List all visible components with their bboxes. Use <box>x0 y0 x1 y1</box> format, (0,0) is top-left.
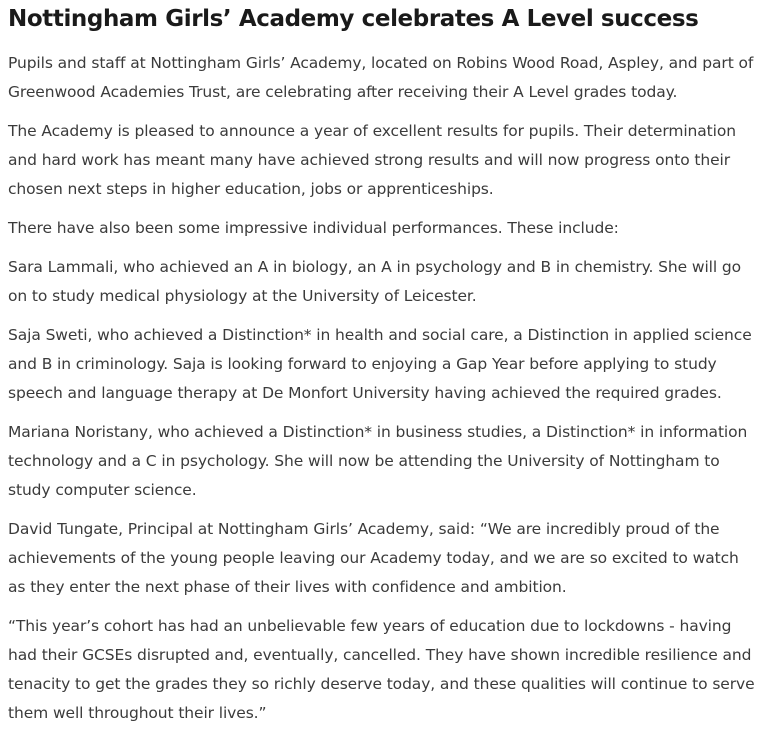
article <box>8 0 758 728</box>
paragraph-sara-lammali: Sara Lammali, who achieved an A in biology, an A in psychology and B in chemistry. She will go on to study medical physiology at the University of Leicester. <box>8 258 742 305</box>
paragraph-mariana-noristany: Mariana Noristany, who achieved a Distinction* in business studies, a Distinction* in information technology and a C in psychology. She will now be attending the University of Nottingham to study computer science. <box>8 423 748 499</box>
paragraph-principal-quote: David Tungate, Principal at Nottingham Girls’ Academy, said: “We are incredibly proud of the achievements of the young people leaving our Academy today, and we are so excited to watch as they enter the next phase of their lives with confidence and ambition. <box>8 520 739 596</box>
paragraph-results: The Academy is pleased to announce a year of excellent results for pupils. Their determination and hard work has meant many have achieved strong results and will now progress onto their chosen next steps in higher education, jobs or apprenticeships. <box>8 122 736 198</box>
paragraph-cohort-quote: “This year’s cohort has had an unbelievable few years of education due to lockdowns - having had their GCSEs disrupted and, eventually, cancelled. They have shown incredible resilience and tenacity to get the grades they so richly deserve today, and these qualities will continue to serve them well throughout their lives.” <box>8 617 755 722</box>
paragraph-performances: There have also been some impressive individual performances. These include: <box>8 219 619 237</box>
article-title: Nottingham Girls’ Academy celebrates A Level success <box>8 6 699 32</box>
paragraph-saja-sweti: Saja Sweti, who achieved a Distinction* in health and social care, a Distinction in applied science and B in criminology. Saja is looking forward to enjoying a Gap Year before applying to study speech and language therapy at De Monfort University having achieved the required grades. <box>8 326 752 402</box>
paragraph-intro: Pupils and staff at Nottingham Girls’ Academy, located on Robins Wood Road, Aspley, and part of Greenwood Academies Trust, are celebrating after receiving their A Level grades today. <box>8 54 754 101</box>
